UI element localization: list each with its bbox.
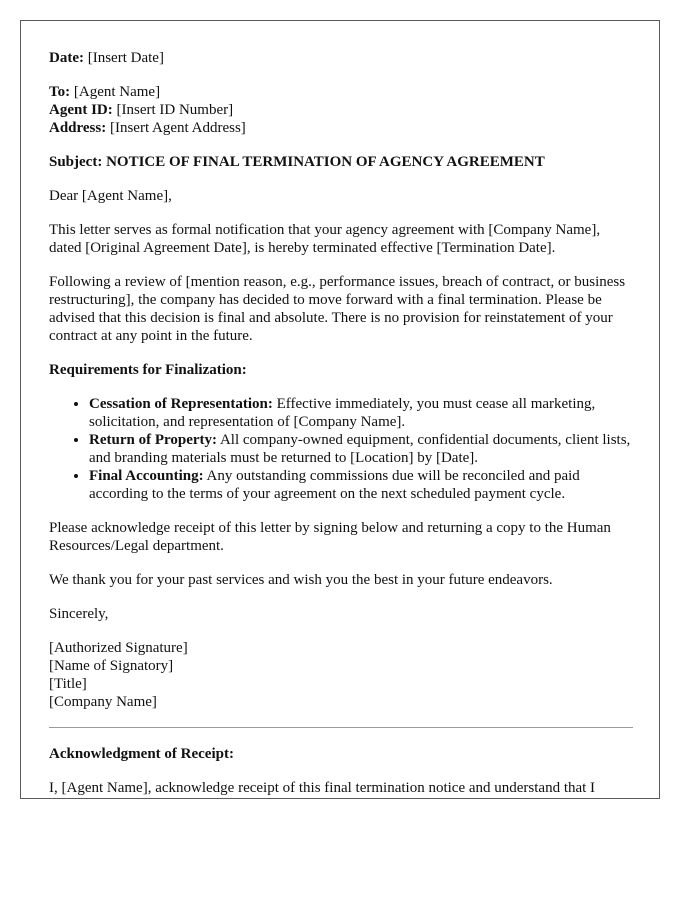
divider bbox=[49, 727, 633, 728]
requirement-text: Any outstanding commissions due will be reconciled and paid according to the terms of your agreement on the next scheduled payment cycle. bbox=[89, 468, 580, 502]
letter-page bbox=[20, 20, 660, 799]
acknowledgment-text: I, [Agent Name], acknowledge receipt of this final termination notice and understand that I bbox=[49, 780, 596, 796]
paragraph-notification: This letter serves as formal notification that your agency agreement with [Company Name], dated [Original Agreement Date], is hereby terminated effective [Termination Date]. bbox=[49, 222, 601, 256]
greeting: Dear [Agent Name], bbox=[49, 188, 172, 204]
requirement-text: Effective immediately, you must cease all marketing, solicitation, and representation of [Company Name]. bbox=[89, 396, 596, 430]
list-item bbox=[89, 395, 633, 431]
signatory-title: [Title] bbox=[49, 676, 87, 692]
acknowledge-paragraph: Please acknowledge receipt of this letter by signing below and returning a copy to the Human Resources/Legal department. bbox=[49, 520, 611, 554]
date-label: Date: bbox=[49, 50, 84, 66]
signatory-name: [Name of Signatory] bbox=[49, 658, 174, 674]
requirement-label: Return of Property: bbox=[89, 432, 218, 448]
agent-id-value: [Insert ID Number] bbox=[116, 102, 234, 118]
requirement-label: Cessation of Representation: bbox=[89, 396, 273, 412]
requirements-heading: Requirements for Finalization: bbox=[49, 362, 247, 378]
address-line bbox=[49, 119, 633, 137]
thanks-paragraph: We thank you for your past services and wish you the best in your future endeavors. bbox=[49, 572, 553, 588]
to-line bbox=[49, 83, 633, 101]
date-value: [Insert Date] bbox=[87, 50, 164, 66]
signoff: Sincerely, bbox=[49, 606, 109, 622]
subject-line bbox=[49, 153, 633, 171]
requirement-label: Final Accounting: bbox=[89, 468, 204, 484]
date-line bbox=[49, 49, 633, 67]
list-item bbox=[89, 431, 633, 467]
company-name: [Company Name] bbox=[49, 694, 157, 710]
list-item bbox=[89, 467, 633, 503]
requirement-text: All company-owned equipment, confidential documents, client lists, and branding materials must be returned to [Location] by [Date]. bbox=[89, 432, 631, 466]
letter-content bbox=[49, 49, 633, 799]
signature-line: [Authorized Signature] bbox=[49, 640, 188, 656]
acknowledgment-heading: Acknowledgment of Receipt: bbox=[49, 746, 234, 762]
agent-id-line bbox=[49, 101, 633, 119]
requirements-list bbox=[49, 395, 633, 503]
to-label: To: bbox=[49, 84, 71, 100]
agent-id-label: Agent ID: bbox=[49, 102, 113, 118]
signature-block bbox=[49, 639, 633, 711]
paragraph-reason: Following a review of [mention reason, e.g., performance issues, breach of contract, or business restructuring], the company has decided to move forward with a final termination. Please be advised that this decision is final and absolute. There is no provision for reinstatement of your contract at any point in the future. bbox=[49, 274, 626, 344]
subject-value: NOTICE OF FINAL TERMINATION OF AGENCY AGREEMENT bbox=[106, 154, 545, 170]
recipient-block bbox=[49, 83, 633, 137]
address-label: Address: bbox=[49, 120, 107, 136]
address-value: [Insert Agent Address] bbox=[109, 120, 246, 136]
subject-label: Subject: bbox=[49, 154, 103, 170]
to-value: [Agent Name] bbox=[73, 84, 161, 100]
